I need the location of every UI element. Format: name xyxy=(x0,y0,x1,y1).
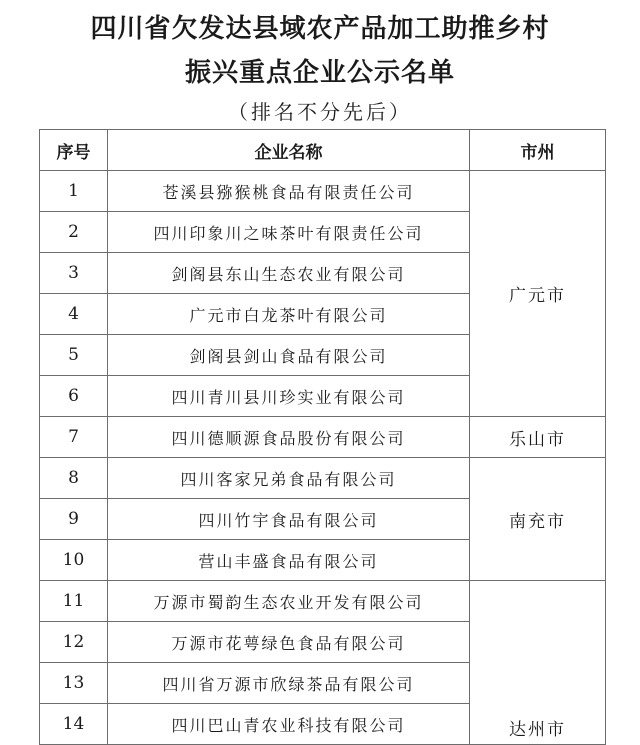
city-cell: 广元市 xyxy=(470,171,606,417)
row-index: 2 xyxy=(40,212,108,253)
enterprise-name: 剑阁县剑山食品有限公司 xyxy=(108,335,470,376)
header-enterprise-name: 企业名称 xyxy=(108,130,470,171)
enterprise-name: 四川印象川之味茶叶有限责任公司 xyxy=(108,212,470,253)
header-city: 市州 xyxy=(470,130,606,171)
table-row xyxy=(40,417,606,458)
table-row xyxy=(40,458,606,499)
row-index: 14 xyxy=(40,704,108,745)
row-index: 3 xyxy=(40,253,108,294)
enterprise-name: 万源市蜀韵生态农业开发有限公司 xyxy=(108,581,470,622)
row-index: 11 xyxy=(40,581,108,622)
enterprise-name: 四川竹宇食品有限公司 xyxy=(108,499,470,540)
row-index: 9 xyxy=(40,499,108,540)
city-cell: 达州市 xyxy=(470,581,606,745)
enterprise-name: 四川客家兄弟食品有限公司 xyxy=(108,458,470,499)
row-index: 8 xyxy=(40,458,108,499)
enterprise-name: 万源市花萼绿色食品有限公司 xyxy=(108,622,470,663)
document-subtitle: （排名不分先后） xyxy=(228,100,412,124)
enterprise-list-table xyxy=(39,129,606,745)
row-index: 6 xyxy=(40,376,108,417)
row-index: 1 xyxy=(40,171,108,212)
row-index: 7 xyxy=(40,417,108,458)
enterprise-name: 营山丰盛食品有限公司 xyxy=(108,540,470,581)
city-cell: 乐山市 xyxy=(470,417,606,458)
enterprise-name: 四川德顺源食品股份有限公司 xyxy=(108,417,470,458)
table-row xyxy=(40,171,606,212)
enterprise-name: 广元市白龙茶叶有限公司 xyxy=(108,294,470,335)
enterprise-name: 四川巴山青农业科技有限公司 xyxy=(108,704,470,745)
table-row xyxy=(40,581,606,622)
enterprise-name: 四川省万源市欣绿茶品有限公司 xyxy=(108,663,470,704)
row-index: 10 xyxy=(40,540,108,581)
row-index: 13 xyxy=(40,663,108,704)
enterprise-name: 剑阁县东山生态农业有限公司 xyxy=(108,253,470,294)
enterprise-name: 苍溪县猕猴桃食品有限责任公司 xyxy=(108,171,470,212)
header-index: 序号 xyxy=(40,130,108,171)
table-header-row xyxy=(40,130,606,171)
row-index: 4 xyxy=(40,294,108,335)
city-cell: 南充市 xyxy=(470,458,606,581)
enterprise-name: 四川青川县川珍实业有限公司 xyxy=(108,376,470,417)
row-index: 12 xyxy=(40,622,108,663)
document-title-line-1: 四川省欠发达县域农产品加工助推乡村 xyxy=(90,14,550,44)
row-index: 5 xyxy=(40,335,108,376)
document-title-line-2: 振兴重点企业公示名单 xyxy=(184,58,455,88)
